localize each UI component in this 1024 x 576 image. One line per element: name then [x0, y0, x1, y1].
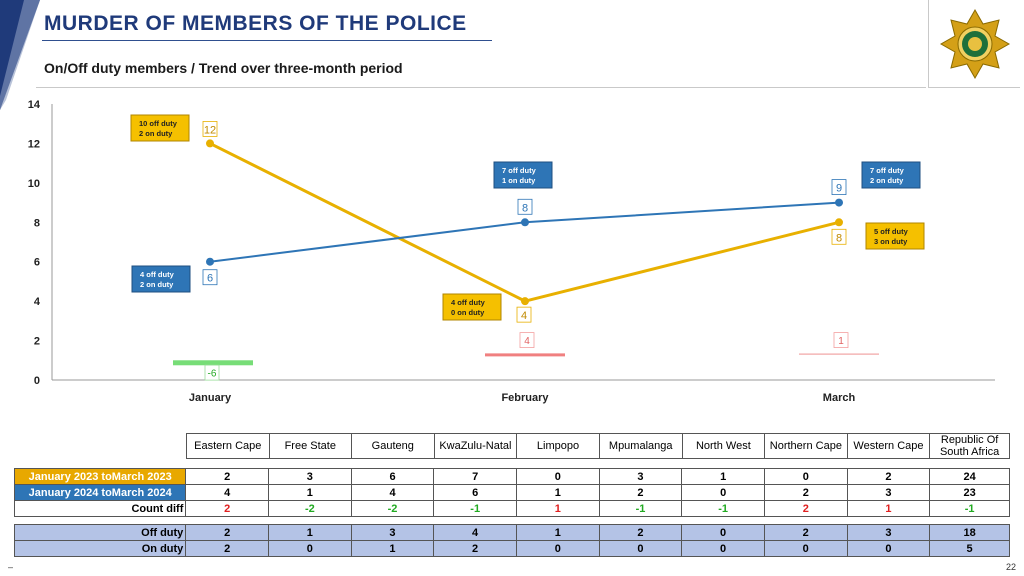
table-cell: -1 [599, 501, 682, 517]
table-cell: -2 [269, 501, 352, 517]
table-cell: 3 [269, 469, 352, 485]
data-point [835, 199, 843, 207]
data-point [835, 218, 843, 226]
table-cell: 2 [599, 525, 682, 541]
y-tick-label: 0 [33, 375, 40, 387]
duty-callout-line: 4 off duty [140, 270, 174, 279]
region-column-header: Mpumalanga [599, 434, 682, 459]
table-cell: 2 [186, 525, 269, 541]
value-label: 6 [206, 272, 214, 285]
table-cell: -1 [930, 501, 1010, 517]
duty-callout-line: 2 on duty [140, 280, 174, 289]
table-cell: 0 [682, 485, 765, 501]
table-cell: 4 [351, 485, 434, 501]
table-row [15, 501, 1010, 517]
duty-callout-line: 5 off duty [874, 227, 908, 236]
table-cell: 2 [764, 501, 847, 517]
row-label: January 2023 toMarch 2023 [15, 469, 186, 485]
y-tick-label: 10 [27, 177, 40, 190]
difference-label: -6 [207, 368, 217, 380]
table-cell: 2 [764, 485, 847, 501]
duty-callout-line: 3 on duty [874, 237, 908, 246]
table-cell: 1 [847, 501, 930, 517]
table-cell: 6 [351, 469, 434, 485]
table-cell: 3 [599, 469, 682, 485]
region-header-table [186, 433, 1010, 459]
x-tick-label: March [822, 392, 856, 404]
table-cell: 2 [599, 485, 682, 501]
difference-label: 4 [524, 336, 530, 348]
duty-table [14, 524, 1010, 557]
difference-bar [799, 353, 879, 355]
data-point [206, 139, 214, 147]
region-column-header: KwaZulu-Natal [434, 434, 517, 459]
table-cell: 1 [269, 485, 352, 501]
table-cell: -1 [682, 501, 765, 517]
table-cell: -1 [434, 501, 517, 517]
title-underline [42, 40, 492, 41]
table-row [15, 485, 1010, 501]
table-cell: 2 [186, 501, 269, 517]
duty-callout-line: 4 off duty [451, 298, 485, 307]
duty-callout-line: 0 on duty [451, 308, 485, 317]
table-cell: 0 [517, 469, 600, 485]
difference-bar [485, 353, 565, 356]
data-point [206, 258, 214, 266]
table-cell: 0 [847, 541, 930, 557]
data-point [521, 297, 529, 305]
table-cell: 24 [930, 469, 1010, 485]
table-cell: 0 [268, 541, 351, 557]
table-row [15, 469, 1010, 485]
table-cell: 2 [186, 541, 269, 557]
value-label: 8 [521, 202, 529, 215]
table-cell: 2 [764, 525, 847, 541]
table-cell: 0 [599, 541, 682, 557]
row-label: Count diff [15, 501, 186, 517]
y-tick-label: 6 [33, 256, 40, 269]
table-cell: 5 [930, 541, 1010, 557]
table-cell: 1 [517, 485, 600, 501]
region-column-header: Free State [269, 434, 351, 459]
table-cell: 2 [847, 469, 930, 485]
duty-callout-line: 10 off duty [139, 119, 177, 128]
difference-label: 1 [838, 336, 844, 348]
duty-callout-line: 1 on duty [502, 176, 536, 185]
duty-callout-line: 7 off duty [502, 166, 536, 175]
table-cell: 6 [434, 485, 517, 501]
data-point [521, 218, 529, 226]
table-cell: 3 [847, 485, 930, 501]
table-cell: 1 [682, 469, 765, 485]
header [36, 0, 926, 88]
table-cell: 2 [434, 541, 517, 557]
x-tick-label: January [188, 392, 232, 404]
region-column-header: North West [682, 434, 764, 459]
value-label: 12 [203, 124, 217, 137]
row-label: On duty [15, 541, 186, 557]
value-label: 9 [835, 182, 843, 195]
region-column-header: Northern Cape [765, 434, 848, 459]
table-cell: 3 [351, 525, 434, 541]
page-subtitle: On/Off duty members / Trend over three-month period [44, 60, 403, 76]
table-row [15, 525, 1010, 541]
table-cell: 0 [682, 541, 765, 557]
line-chart [0, 92, 1024, 412]
table-cell: 18 [930, 525, 1010, 541]
region-column-header: Western Cape [847, 434, 930, 459]
police-star-emblem-icon [929, 0, 1021, 88]
duty-callout-line: 2 on duty [870, 176, 904, 185]
y-tick-label: 2 [33, 335, 40, 348]
table-row [15, 541, 1010, 557]
table-cell: 4 [434, 525, 517, 541]
table-cell: 0 [516, 541, 599, 557]
difference-bar [173, 360, 253, 365]
footer-dash: – [8, 562, 14, 572]
table-cell: 3 [847, 525, 930, 541]
y-tick-label: 4 [33, 296, 40, 309]
table-cell: 1 [351, 541, 434, 557]
y-tick-label: 12 [27, 138, 40, 151]
y-tick-label: 8 [33, 217, 40, 230]
region-header-row [187, 434, 1010, 459]
region-column-header: Limpopo [517, 434, 600, 459]
logo-frame [928, 0, 1020, 88]
table-cell: 0 [764, 469, 847, 485]
duty-callout-line: 7 off duty [870, 166, 904, 175]
y-tick-label: 14 [27, 99, 40, 111]
table-cell: 1 [516, 525, 599, 541]
value-label: 8 [835, 232, 843, 245]
region-column-header: Gauteng [351, 434, 434, 459]
page-title: MURDER OF MEMBERS OF THE POLICE [44, 12, 467, 35]
table-cell: 1 [268, 525, 351, 541]
table-cell: 2 [186, 469, 269, 485]
table-cell: -2 [351, 501, 434, 517]
table-cell: 0 [682, 525, 765, 541]
region-column-header: Eastern Cape [187, 434, 270, 459]
region-column-header: Republic Of South Africa [930, 434, 1010, 459]
value-label: 4 [520, 310, 528, 323]
duty-callout-line: 2 on duty [139, 129, 173, 138]
table-cell: 23 [930, 485, 1010, 501]
row-label: January 2024 toMarch 2024 [15, 485, 186, 501]
row-label: Off duty [15, 525, 186, 541]
table-cell: 0 [764, 541, 847, 557]
table-cell: 1 [517, 501, 600, 517]
table-cell: 4 [186, 485, 269, 501]
table-cell: 7 [434, 469, 517, 485]
x-tick-label: February [501, 392, 549, 404]
page-number: 22 [1005, 562, 1016, 572]
period-table [14, 468, 1010, 517]
